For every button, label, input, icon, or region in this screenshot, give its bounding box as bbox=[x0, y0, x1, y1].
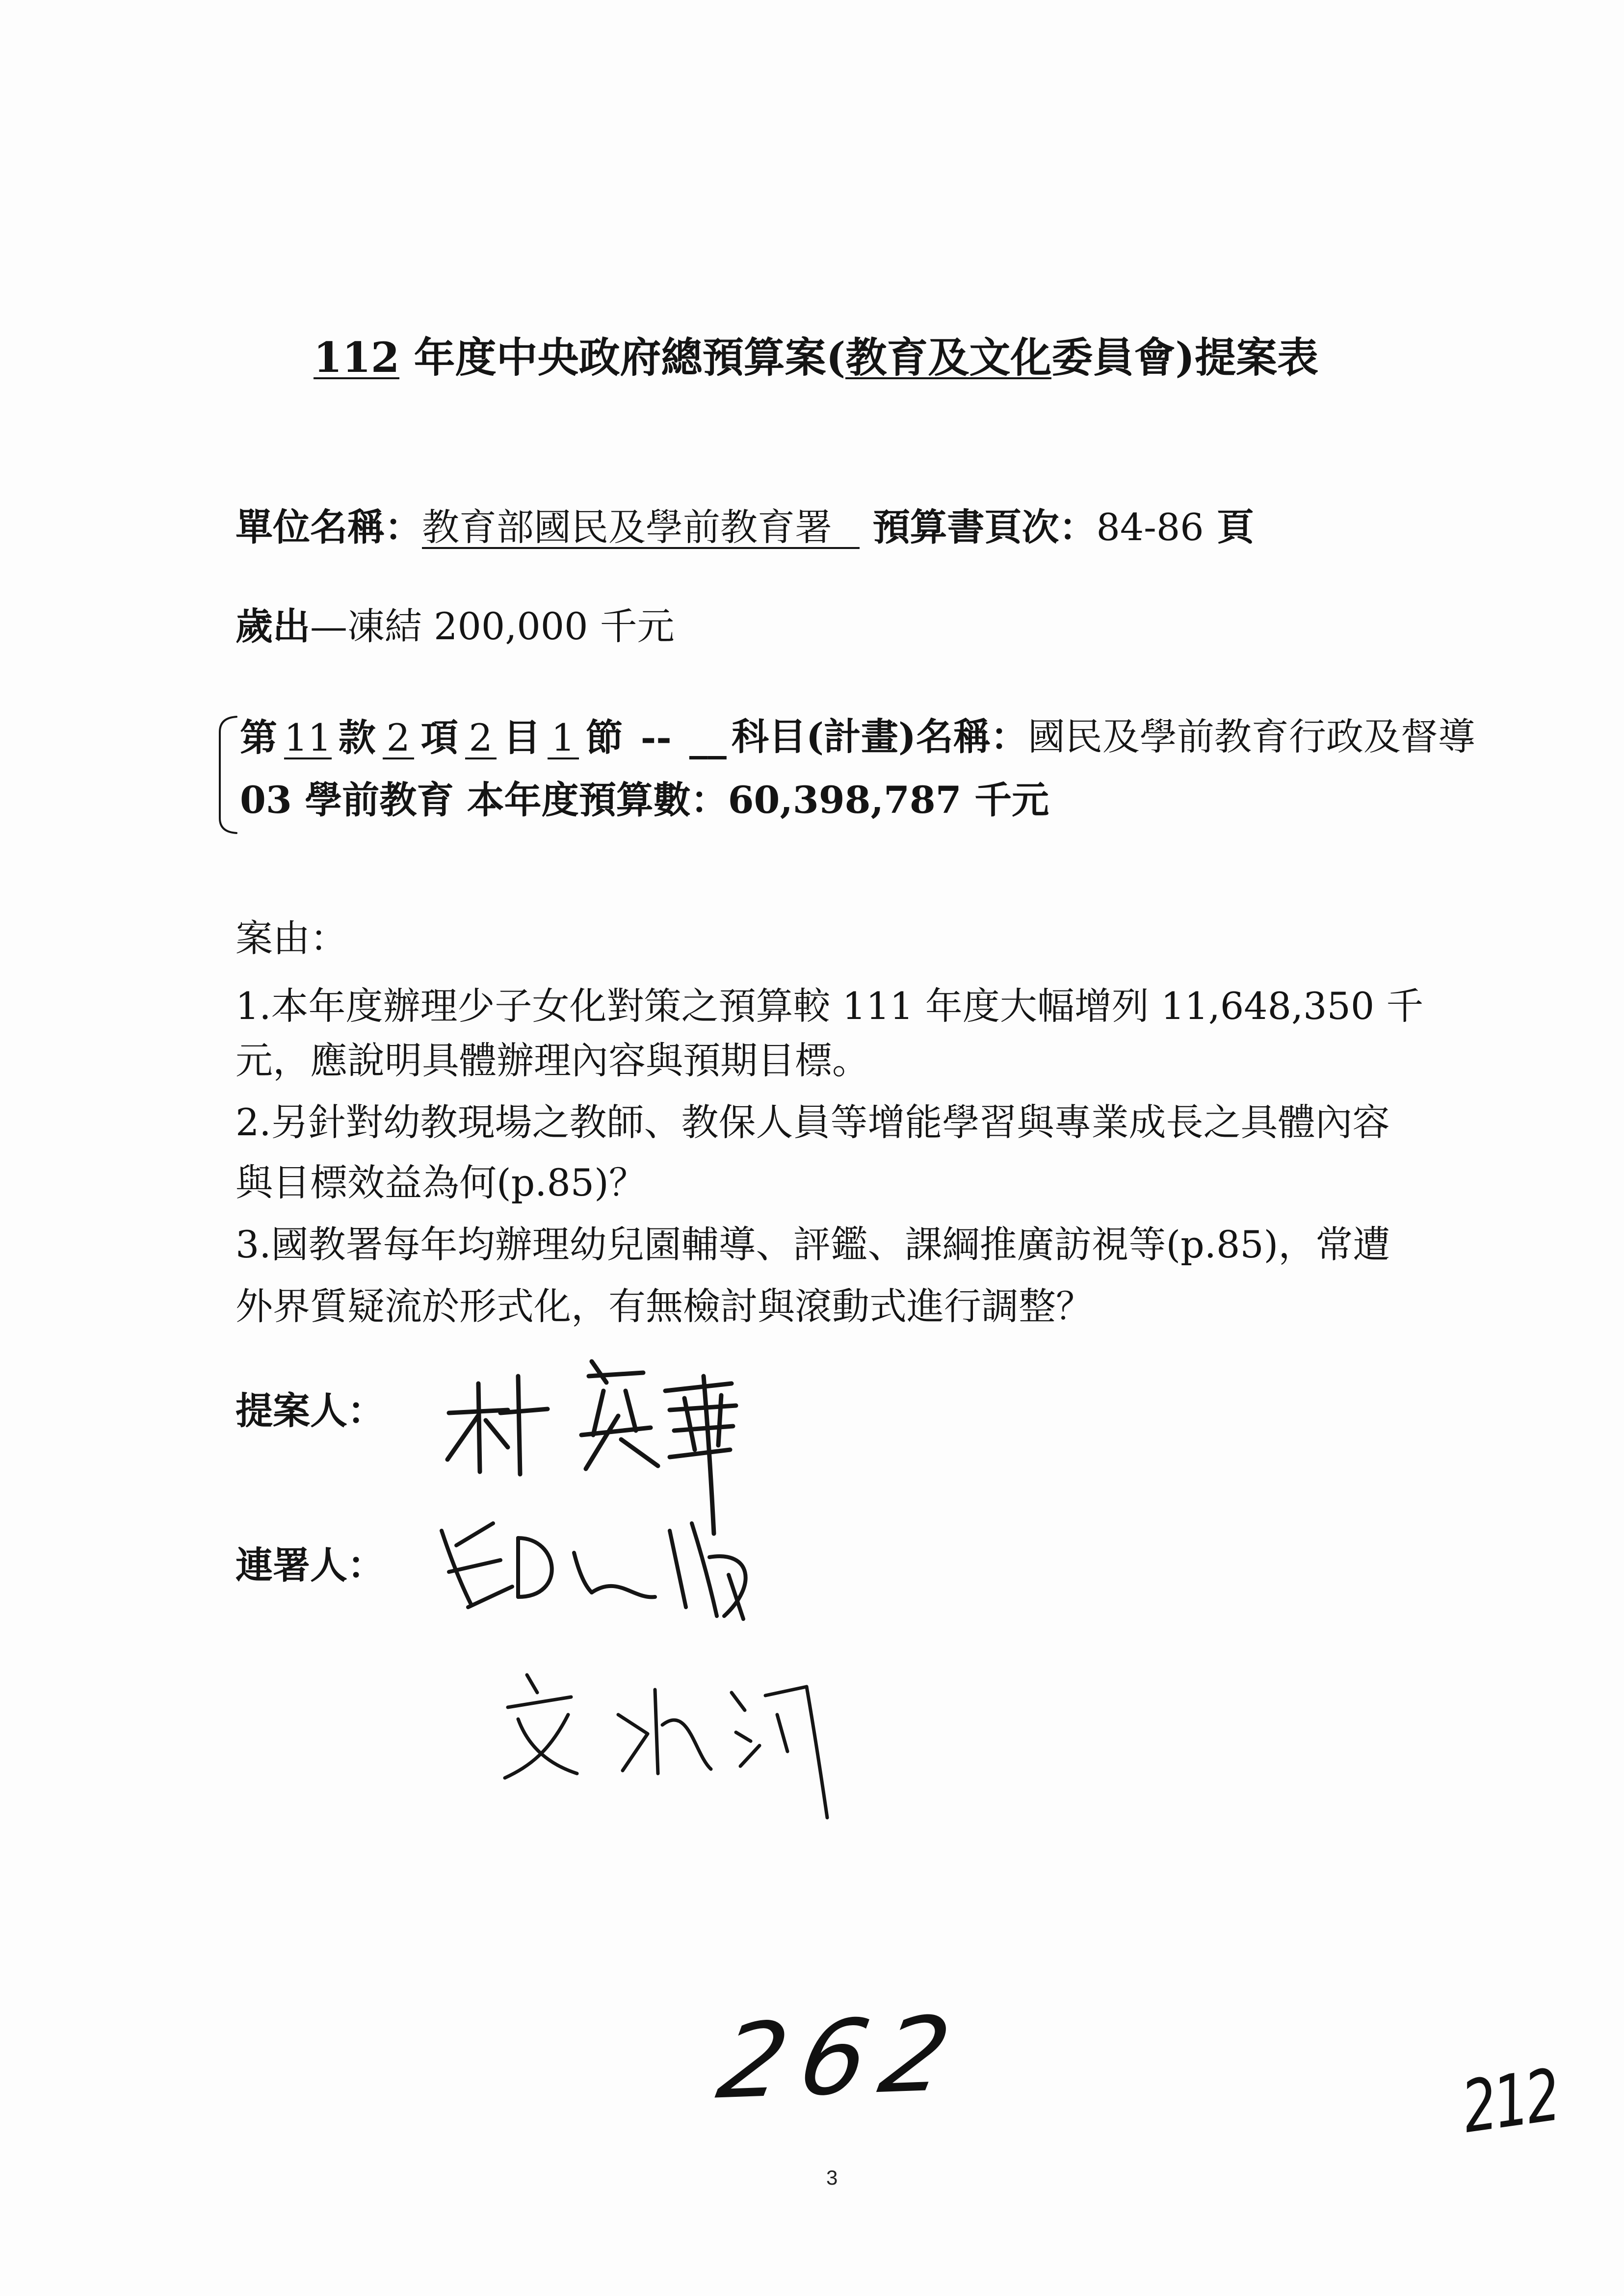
budget-pages-unit: 頁 bbox=[1204, 505, 1255, 549]
reason-line-4: 與目標效益為何(p.85)？ bbox=[236, 1161, 646, 1204]
budget-jie-number: 1 bbox=[548, 718, 579, 759]
reason-line-2: 元，應說明具體辦理內容與預期目標。 bbox=[236, 1039, 869, 1082]
unit-label: 單位名稱： bbox=[236, 505, 422, 549]
budget-amount-line: 03 學前教育 本年度預算數：60,398,787 千元 bbox=[240, 778, 1049, 822]
budget-mu-number: 2 bbox=[465, 718, 497, 759]
reason-line-5: 3.國教署每年均辦理幼兒園輔導、評鑑、課綱推廣訪視等(p.85)，常遭 bbox=[236, 1223, 1390, 1266]
title-middle: 年度中央政府總預算案( bbox=[399, 333, 846, 382]
expenditure-label: 歲出 bbox=[236, 604, 310, 648]
title-committee: 教育及文化 bbox=[845, 333, 1052, 382]
cosigner-label: 連署人： bbox=[236, 1543, 385, 1587]
budget-dash: -- bbox=[640, 716, 672, 759]
budget-subject-label: 科目(計畫)名稱： bbox=[732, 715, 1028, 758]
unit-value: 教育部國民及學前教育署 bbox=[422, 508, 860, 549]
proposer-label: 提案人： bbox=[236, 1389, 385, 1433]
title-year: 112 bbox=[314, 333, 400, 382]
cosigner-signature-2 bbox=[505, 1675, 827, 1818]
budget-di: 第 bbox=[240, 716, 277, 759]
budget-jie: 節 bbox=[585, 716, 623, 759]
reason-line-6: 外界質疑流於形式化，有無檢討與滾動式進行調整？ bbox=[236, 1284, 1093, 1328]
budget-blank: __ bbox=[689, 716, 727, 759]
handwritten-number: 262 bbox=[709, 1993, 974, 2122]
budget-kuan: 款 bbox=[338, 716, 376, 759]
reason-line-3: 2.另針對幼教現場之教師、教保人員等增能學習與專業成長之具體內容 bbox=[236, 1100, 1390, 1144]
budget-xiang: 項 bbox=[420, 716, 458, 759]
page-number: 3 bbox=[826, 2166, 838, 2189]
reason-line-1: 1.本年度辦理少子女化對策之預算較 111 年度大幅增列 11,648,350 千 bbox=[236, 984, 1424, 1028]
budget-xiang-number: 2 bbox=[383, 718, 414, 759]
expenditure-text: —凍結 200,000 千元 bbox=[310, 604, 675, 648]
reason-label: 案由： bbox=[236, 916, 347, 960]
budget-kuan-number: 11 bbox=[284, 716, 332, 759]
budget-subject-value: 國民及學前教育行政及督導 bbox=[1027, 715, 1475, 758]
budget-pages-label: 預算書頁次： bbox=[860, 505, 1097, 549]
cosigner-signature-1 bbox=[442, 1523, 746, 1619]
proposer-signature bbox=[447, 1361, 736, 1534]
bracket-mark bbox=[220, 717, 236, 833]
budget-pages-value: 84-86 bbox=[1096, 505, 1204, 549]
title-end: 委員會)提案表 bbox=[1051, 333, 1319, 382]
handwritten-corner-number: 212 bbox=[1457, 2054, 1564, 2150]
budget-mu: 目 bbox=[503, 716, 541, 759]
